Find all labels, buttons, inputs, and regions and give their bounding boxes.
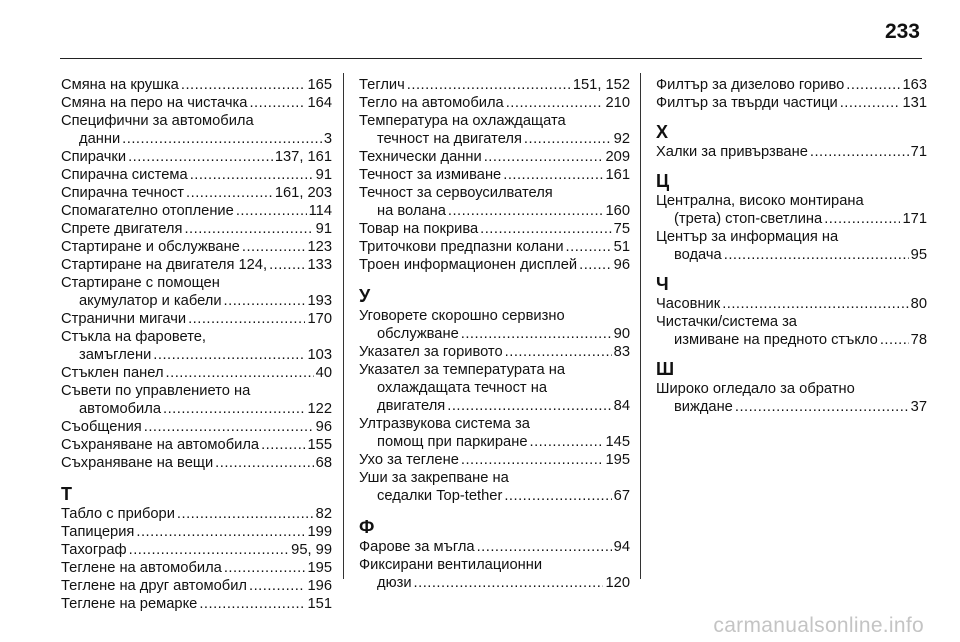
entry-last-line — [61, 148, 332, 166]
entry-last-line — [359, 574, 630, 592]
index-entry — [656, 313, 927, 349]
index-entry — [61, 364, 332, 382]
index-entry — [359, 469, 630, 505]
entry-term: Ухо за теглене — [359, 452, 459, 468]
dot-leader — [504, 487, 611, 505]
index-entry — [359, 343, 630, 361]
entry-last-line — [61, 166, 332, 184]
entry-term: Стартиране на двигателя 124, — [61, 257, 268, 273]
dot-leader — [163, 400, 305, 418]
index-entry — [359, 94, 630, 112]
entry-page-ref: 103 — [307, 347, 332, 363]
entry-last-line — [359, 451, 630, 469]
index-entry — [359, 238, 630, 256]
index-entry — [61, 166, 332, 184]
dot-leader — [480, 220, 612, 238]
index-entry — [61, 382, 332, 418]
dot-leader — [407, 76, 571, 94]
dot-leader — [724, 246, 909, 264]
index-entry — [61, 94, 332, 112]
section-letter-heading: У — [359, 286, 371, 306]
index-column-2 — [359, 76, 630, 592]
section-letter-heading: Т — [61, 484, 72, 504]
entry-page-ref: 95 — [910, 247, 927, 263]
entry-term: Странични мигачи — [61, 311, 187, 327]
entry-page-ref: 68 — [315, 455, 332, 471]
index-entry — [61, 256, 332, 274]
entry-term-line: Съвети по управлението на — [61, 383, 251, 399]
entry-page-ref: 195 — [605, 452, 630, 468]
entry-last-line — [61, 418, 332, 436]
entry-page-ref: 83 — [613, 344, 630, 360]
entry-term-line: Течност за сервоусилвателя — [359, 185, 553, 201]
entry-last-line — [61, 220, 332, 238]
entry-last-line — [656, 76, 927, 94]
entry-term: Технически данни — [359, 149, 482, 165]
entry-term-line: Стартиране с помощен — [61, 275, 220, 291]
dot-leader — [461, 325, 612, 343]
dot-leader — [129, 541, 290, 559]
index-entry — [359, 112, 630, 148]
entry-last-line — [656, 331, 927, 349]
entry-last-line — [61, 454, 332, 472]
entry-page-ref: 161, 203 — [274, 185, 332, 201]
entry-page-ref: 170 — [307, 311, 332, 327]
dot-leader — [128, 148, 273, 166]
entry-term: данни — [79, 131, 121, 147]
entry-page-ref: 120 — [605, 575, 630, 591]
entry-term: (трета) стоп-светлина — [674, 211, 823, 227]
entry-term: акумулатор и кабели — [79, 293, 222, 309]
index-entry — [359, 415, 630, 451]
dot-leader — [249, 94, 305, 112]
entry-term: Стартиране и обслужване — [61, 239, 240, 255]
entry-term: помощ при паркиране — [377, 434, 528, 450]
entry-term: Табло с прибори — [61, 506, 175, 522]
index-entry — [61, 274, 332, 310]
entry-term: Теглич — [359, 77, 405, 93]
entry-last-line — [359, 487, 630, 505]
section-letter-heading: Ф — [359, 517, 375, 537]
entry-page-ref: 90 — [613, 326, 630, 342]
entry-last-line — [61, 595, 332, 613]
entry-last-line — [61, 436, 332, 454]
entry-term-line: Уши за закрепване на — [359, 470, 509, 486]
index-entry — [656, 228, 927, 264]
entry-term: течност на двигателя — [377, 131, 522, 147]
dot-leader — [447, 397, 611, 415]
entry-page-ref: 37 — [910, 399, 927, 415]
index-entry — [61, 454, 332, 472]
entry-last-line — [359, 325, 630, 343]
entry-page-ref: 137, 161 — [274, 149, 332, 165]
entry-term: Теглене на друг автомобил — [61, 578, 247, 594]
index-entry — [61, 505, 332, 523]
index-entry — [61, 220, 332, 238]
index-entry — [61, 541, 332, 559]
entry-last-line — [656, 295, 927, 313]
entry-page-ref: 67 — [613, 488, 630, 504]
watermark: carmanualsonline.info — [713, 614, 924, 637]
section-letter-heading: Ч — [656, 274, 669, 294]
index-column-1 — [61, 76, 332, 613]
dot-leader — [236, 202, 307, 220]
entry-last-line — [61, 130, 332, 148]
entry-term: Тегло на автомобила — [359, 95, 504, 111]
entry-last-line — [61, 310, 332, 328]
dot-leader — [242, 238, 306, 256]
dot-leader — [414, 574, 604, 592]
entry-term: Указател за горивото — [359, 344, 503, 360]
entry-last-line — [359, 256, 630, 274]
index-entry — [359, 307, 630, 343]
entry-last-line — [61, 541, 332, 559]
entry-page-ref: 84 — [613, 398, 630, 414]
index-entry — [359, 184, 630, 220]
dot-leader — [530, 433, 604, 451]
index-entry — [359, 166, 630, 184]
entry-term: виждане — [674, 399, 733, 415]
dot-leader — [136, 523, 305, 541]
entry-last-line — [359, 94, 630, 112]
dot-leader — [224, 559, 306, 577]
dot-leader — [477, 538, 612, 556]
entry-term: Стъклен панел — [61, 365, 164, 381]
entry-term: замъглени — [79, 347, 152, 363]
index-entry — [61, 595, 332, 613]
entry-page-ref: 209 — [605, 149, 630, 165]
entry-last-line — [656, 94, 927, 112]
entry-term: Спомагателно отопление — [61, 203, 234, 219]
entry-term-line: Чистачки/система за — [656, 314, 797, 330]
entry-term: Филтър за твърди частици — [656, 95, 838, 111]
dot-leader — [846, 76, 900, 94]
entry-term: водача — [674, 247, 722, 263]
dot-leader — [177, 505, 314, 523]
dot-leader — [824, 210, 900, 228]
dot-leader — [503, 166, 603, 184]
dot-leader — [840, 94, 901, 112]
index-entry — [359, 556, 630, 592]
entry-term: Спрете двигателя — [61, 221, 183, 237]
index-entry — [359, 256, 630, 274]
dot-leader — [249, 577, 305, 595]
index-entry — [61, 559, 332, 577]
dot-leader — [461, 451, 604, 469]
entry-term: Филтър за дизелово гориво — [656, 77, 845, 93]
entry-page-ref: 195 — [307, 560, 332, 576]
entry-term: двигателя — [377, 398, 446, 414]
entry-page-ref: 145 — [605, 434, 630, 450]
entry-last-line — [359, 433, 630, 451]
entry-last-line — [359, 343, 630, 361]
index-entry — [656, 192, 927, 228]
entry-term-line: Уговорете скорошно сервизно — [359, 308, 565, 324]
entry-page-ref: 161 — [605, 167, 630, 183]
entry-term: Течност за измиване — [359, 167, 502, 183]
index-entry — [61, 328, 332, 364]
index-entry — [656, 94, 927, 112]
dot-leader — [188, 310, 305, 328]
dot-leader — [735, 398, 909, 416]
dot-leader — [215, 454, 314, 472]
entry-term: Съхраняване на автомобила — [61, 437, 260, 453]
entry-page-ref: 51 — [613, 239, 630, 255]
entry-term-line: Указател за температурата на — [359, 362, 566, 378]
entry-page-ref: 40 — [315, 365, 332, 381]
entry-page-ref: 151, 152 — [572, 77, 630, 93]
index-entry — [656, 143, 927, 161]
entry-last-line — [359, 148, 630, 166]
entry-last-line — [359, 220, 630, 238]
dot-leader — [122, 130, 322, 148]
entry-last-line — [61, 238, 332, 256]
entry-term: измиване на предното стъкло — [674, 332, 878, 348]
index-entry — [61, 577, 332, 595]
entry-page-ref: 75 — [613, 221, 630, 237]
dot-leader — [505, 343, 612, 361]
index-entry — [61, 436, 332, 454]
entry-page-ref: 92 — [613, 131, 630, 147]
entry-term: Теглене на автомобила — [61, 560, 222, 576]
entry-term: Фарове за мъгла — [359, 539, 475, 555]
entry-term-line: Фиксирани вентилационни — [359, 557, 543, 573]
dot-leader — [810, 143, 909, 161]
entry-term: Триточкови предпазни колани — [359, 239, 564, 255]
index-entry — [61, 184, 332, 202]
entry-last-line — [61, 346, 332, 364]
entry-last-line — [359, 130, 630, 148]
entry-last-line — [656, 246, 927, 264]
entry-page-ref: 210 — [605, 95, 630, 111]
dot-leader — [506, 94, 604, 112]
entry-page-ref: 96 — [613, 257, 630, 273]
entry-term-line: Стъкла на фаровете, — [61, 329, 207, 345]
entry-page-ref: 155 — [307, 437, 332, 453]
entry-page-ref: 114 — [308, 203, 332, 219]
entry-last-line — [359, 76, 630, 94]
column-divider — [343, 73, 344, 579]
entry-page-ref: 71 — [910, 144, 927, 160]
entry-page-ref: 131 — [902, 95, 927, 111]
entry-term-line: охлаждащата течност на — [377, 380, 547, 396]
dot-leader — [722, 295, 908, 313]
entry-page-ref: 163 — [902, 77, 927, 93]
entry-term: Смяна на перо на чистачка — [61, 95, 248, 111]
entry-last-line — [61, 505, 332, 523]
entry-term: Спирачна течност — [61, 185, 185, 201]
dot-leader — [144, 418, 314, 436]
entry-term: Часовник — [656, 296, 721, 312]
column-divider — [640, 73, 641, 579]
entry-term-line: Специфични за автомобила — [61, 113, 254, 129]
index-entry — [359, 220, 630, 238]
entry-last-line — [61, 400, 332, 418]
entry-last-line — [61, 184, 332, 202]
dot-leader — [566, 238, 612, 256]
index-entry — [61, 523, 332, 541]
dot-leader — [181, 76, 306, 94]
entry-last-line — [656, 210, 927, 228]
index-entry — [656, 380, 927, 416]
entry-page-ref: 193 — [307, 293, 332, 309]
index-entry — [61, 418, 332, 436]
dot-leader — [190, 166, 314, 184]
dot-leader — [224, 292, 306, 310]
entry-last-line — [656, 398, 927, 416]
dot-leader — [166, 364, 314, 382]
entry-page-ref: 171 — [902, 211, 927, 227]
index-entry — [61, 148, 332, 166]
entry-last-line — [61, 364, 332, 382]
index-entry — [61, 76, 332, 94]
dot-leader — [484, 148, 604, 166]
index-entry — [61, 112, 332, 148]
entry-term: автомобила — [79, 401, 162, 417]
entry-last-line — [61, 76, 332, 94]
entry-last-line — [61, 577, 332, 595]
entry-term: Смяна на крушка — [61, 77, 179, 93]
entry-term: седалки Top-tether — [377, 488, 503, 504]
dot-leader — [448, 202, 604, 220]
entry-page-ref: 82 — [315, 506, 332, 522]
entry-page-ref: 80 — [910, 296, 927, 312]
entry-term: Спирачна система — [61, 167, 188, 183]
entry-last-line — [359, 238, 630, 256]
section-letter-heading: Ш — [656, 359, 675, 379]
entry-term: Халки за привързване — [656, 144, 808, 160]
index-entry — [61, 238, 332, 256]
entry-last-line — [61, 559, 332, 577]
entry-page-ref: 122 — [307, 401, 332, 417]
entry-page-ref: 164 — [307, 95, 332, 111]
entry-last-line — [359, 166, 630, 184]
entry-page-ref: 151 — [307, 596, 332, 612]
entry-term-line: Широко огледало за обратно — [656, 381, 855, 397]
entry-last-line — [359, 202, 630, 220]
entry-page-ref: 94 — [613, 539, 630, 555]
entry-page-ref: 91 — [315, 221, 332, 237]
entry-last-line — [61, 523, 332, 541]
index-column-3 — [656, 76, 927, 416]
entry-term: Спирачки — [61, 149, 127, 165]
entry-page-ref: 91 — [315, 167, 332, 183]
entry-term: Тапицерия — [61, 524, 135, 540]
entry-term-line: Температура на охлаждащата — [359, 113, 566, 129]
section-letter-heading: Ц — [656, 171, 670, 191]
dot-leader — [184, 220, 313, 238]
dot-leader — [199, 595, 305, 613]
index-entry — [359, 538, 630, 556]
entry-term: Съхраняване на вещи — [61, 455, 214, 471]
index-entry — [656, 76, 927, 94]
entry-last-line — [61, 94, 332, 112]
entry-term-line: Ултразвукова система за — [359, 416, 530, 432]
entry-last-line — [61, 256, 332, 274]
header-rule — [60, 58, 922, 59]
entry-page-ref: 3 — [323, 131, 332, 147]
dot-leader — [153, 346, 305, 364]
entry-page-ref: 96 — [315, 419, 332, 435]
entry-page-ref: 196 — [307, 578, 332, 594]
index-entry — [359, 148, 630, 166]
entry-page-ref: 165 — [307, 77, 332, 93]
entry-last-line — [61, 202, 332, 220]
page-number: 233 — [884, 20, 920, 43]
entry-term: Тахограф — [61, 542, 127, 558]
dot-leader — [880, 331, 909, 349]
entry-page-ref: 95, 99 — [291, 542, 332, 558]
entry-page-ref: 199 — [307, 524, 332, 540]
dot-leader — [269, 256, 305, 274]
entry-page-ref: 78 — [910, 332, 927, 348]
section-letter-heading: Х — [656, 122, 669, 142]
index-entry — [359, 361, 630, 415]
entry-term: на волана — [377, 203, 446, 219]
entry-last-line — [656, 143, 927, 161]
entry-page-ref: 160 — [605, 203, 630, 219]
entry-term: Троен информационен дисплей — [359, 257, 578, 273]
entry-term: дюзи — [377, 575, 412, 591]
entry-last-line — [61, 292, 332, 310]
index-entry — [359, 451, 630, 469]
dot-leader — [524, 130, 612, 148]
entry-term: Товар на покрива — [359, 221, 479, 237]
entry-term: обслужване — [377, 326, 459, 342]
entry-term: Теглене на ремарке — [61, 596, 198, 612]
entry-last-line — [359, 538, 630, 556]
dot-leader — [261, 436, 305, 454]
dot-leader — [579, 256, 612, 274]
index-entry — [359, 76, 630, 94]
entry-term: Съобщения — [61, 419, 142, 435]
entry-page-ref: 133 — [307, 257, 332, 273]
index-entry — [656, 295, 927, 313]
dot-leader — [186, 184, 273, 202]
entry-page-ref: 123 — [307, 239, 332, 255]
index-entry — [61, 202, 332, 220]
index-entry — [61, 310, 332, 328]
entry-term-line: Център за информация на — [656, 229, 839, 245]
entry-last-line — [359, 397, 630, 415]
entry-term-line: Централна, високо монтирана — [656, 193, 864, 209]
